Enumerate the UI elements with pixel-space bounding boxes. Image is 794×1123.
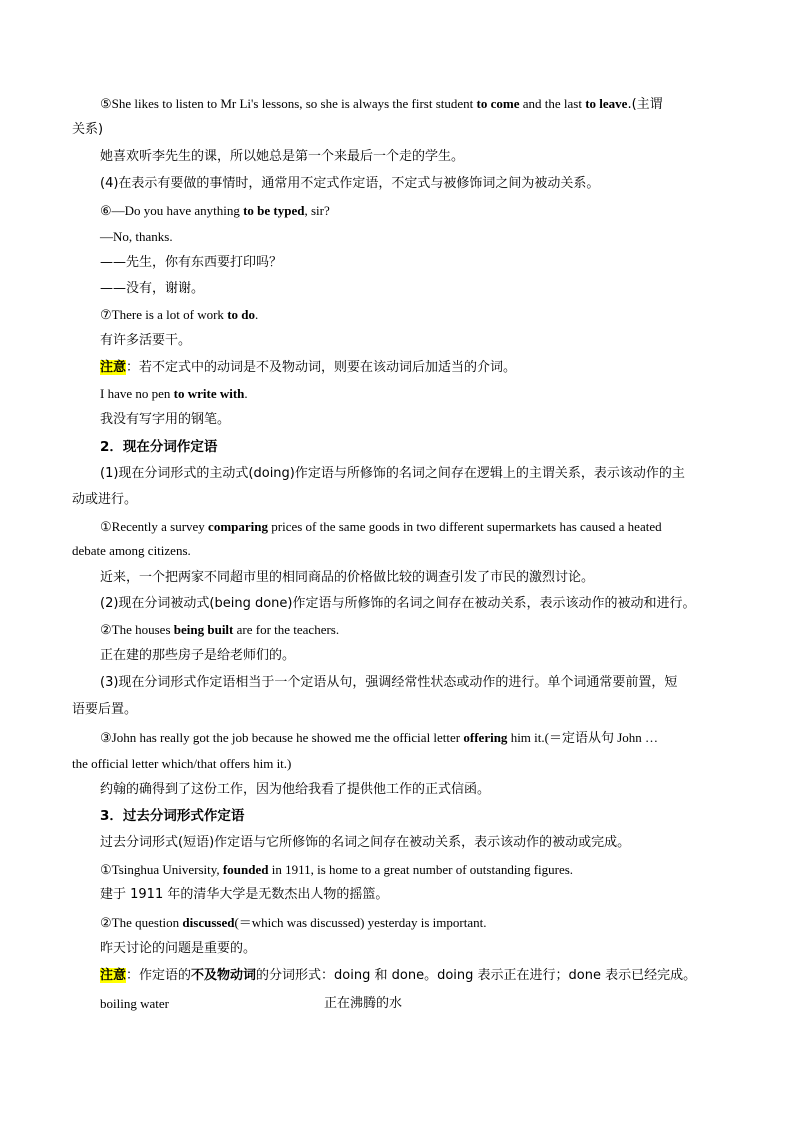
translation-line: 我没有写字用的钢笔。 bbox=[100, 412, 231, 427]
vocab-translation: 正在沸腾的水 bbox=[324, 996, 403, 1011]
note-line bbox=[100, 966, 794, 986]
example-2-line bbox=[100, 913, 794, 933]
example-1-line bbox=[100, 517, 794, 537]
translation-line: 正在建的那些房子是给老师们的。 bbox=[100, 648, 296, 663]
rule-line: (1)现在分词形式的主动式(doing)作定语与所修饰的名词之间存在逻辑上的主谓关系，表示该动作的主 bbox=[100, 466, 685, 481]
text: ②The question bbox=[100, 915, 183, 930]
text: and the last bbox=[519, 96, 586, 111]
bold-phrase: offering bbox=[463, 730, 508, 745]
text: ①Recently a survey bbox=[100, 519, 209, 534]
bold-phrase: 不及物动词 bbox=[191, 968, 257, 983]
translation-line: ——没有，谢谢。 bbox=[100, 281, 205, 296]
text: ③John has really got the job because he showed me the official letter bbox=[100, 730, 464, 745]
example-6-line bbox=[100, 201, 794, 221]
text: 的分词形式：doing 和 done。doing 表示正在进行；done 表示已经完成。 bbox=[256, 968, 697, 983]
text: ②The houses bbox=[100, 622, 174, 637]
translation-line: ——先生，你有东西要打印吗？ bbox=[100, 255, 283, 270]
text: are for the teachers. bbox=[233, 622, 340, 637]
example-5-line bbox=[100, 94, 720, 115]
text: ⑦There is a lot of work bbox=[100, 307, 228, 322]
translation-line: 昨天讨论的问题是重要的。 bbox=[100, 941, 257, 956]
example-line: debate among citizens. bbox=[72, 543, 191, 558]
bold-phrase: to come bbox=[476, 96, 520, 111]
text: ：作定语的 bbox=[126, 968, 192, 983]
example-line: the official letter which/that offers him it.) bbox=[72, 756, 292, 771]
bold-phrase: to write with bbox=[173, 386, 245, 401]
bold-phrase: being built bbox=[173, 622, 234, 637]
text: ：若不定式中的动词是不及物动词，则要在该动词后加适当的介词。 bbox=[126, 360, 517, 375]
text: (＝which was discussed) yesterday is important. bbox=[234, 915, 487, 930]
bold-phrase: founded bbox=[222, 862, 269, 877]
text: I have no pen bbox=[100, 386, 174, 401]
translation-line: 近来，一个把两家不同超市里的相同商品的价格做比较的调查引发了市民的激烈讨论。 bbox=[100, 570, 595, 585]
dialogue-line: —No, thanks. bbox=[100, 229, 173, 244]
bold-phrase: to do bbox=[227, 307, 255, 322]
section-heading: 2．现在分词作定语 bbox=[100, 439, 218, 455]
text: ①Tsinghua University, bbox=[100, 862, 223, 877]
text: ⑥—Do you have anything bbox=[100, 203, 244, 218]
bold-phrase: discussed bbox=[182, 915, 235, 930]
text: ⑤She likes to listen to Mr Li's lessons, so she is always the first student bbox=[100, 96, 477, 111]
example-1-line bbox=[100, 860, 794, 880]
example-3-line bbox=[100, 728, 794, 748]
bold-phrase: comparing bbox=[208, 519, 268, 534]
paragraph-line: 关系) bbox=[72, 122, 104, 137]
text: him it.(＝定语从句 John … bbox=[507, 730, 659, 745]
text: in 1911, is home to a great number of outstanding figures. bbox=[268, 862, 574, 877]
translation-line: 她喜欢听李先生的课，所以她总是第一个来最后一个走的学生。 bbox=[100, 149, 465, 164]
note-label: 注意 bbox=[100, 968, 127, 983]
section-heading: 3．过去分词形式作定语 bbox=[100, 808, 245, 824]
example-7-line bbox=[100, 305, 794, 325]
text: , sir? bbox=[304, 203, 330, 218]
rule-line: 动或进行。 bbox=[72, 492, 138, 507]
translation-line: 有许多活要干。 bbox=[100, 333, 192, 348]
rule-line: 过去分词形式(短语)作定语与它所修饰的名词之间存在被动关系，表示该动作的被动或完成。 bbox=[100, 835, 631, 850]
translation-line: 建于 1911 年的清华大学是无数杰出人物的摇篮。 bbox=[100, 887, 389, 902]
example-2-line bbox=[100, 620, 794, 640]
rule-line: (4)在表示有要做的事情时，通常用不定式作定语，不定式与被修饰词之间为被动关系。 bbox=[100, 176, 600, 191]
text: prices of the same goods in two different supermarkets has caused a heated bbox=[268, 519, 662, 534]
example-line bbox=[100, 384, 794, 404]
vocab-term: boiling water bbox=[100, 996, 169, 1011]
translation-line: 约翰的确得到了这份工作，因为他给我看了提供他工作的正式信函。 bbox=[100, 782, 491, 797]
rule-line: (3)现在分词形式作定语相当于一个定语从句，强调经常性状态或动作的进行。单个词通常要前置，短 bbox=[100, 675, 678, 690]
bold-phrase: to leave bbox=[585, 96, 628, 111]
bold-phrase: to be typed bbox=[243, 203, 305, 218]
note-label: 注意 bbox=[100, 360, 127, 375]
text: . bbox=[244, 386, 248, 401]
note-line bbox=[100, 358, 794, 378]
rule-line: (2)现在分词被动式(being done)作定语与所修饰的名词之间存在被动关系，表示该动作的被动和进行。 bbox=[100, 596, 696, 611]
text: .(主谓 bbox=[627, 97, 663, 112]
rule-line: 语要后置。 bbox=[72, 702, 138, 717]
text: . bbox=[255, 307, 259, 322]
